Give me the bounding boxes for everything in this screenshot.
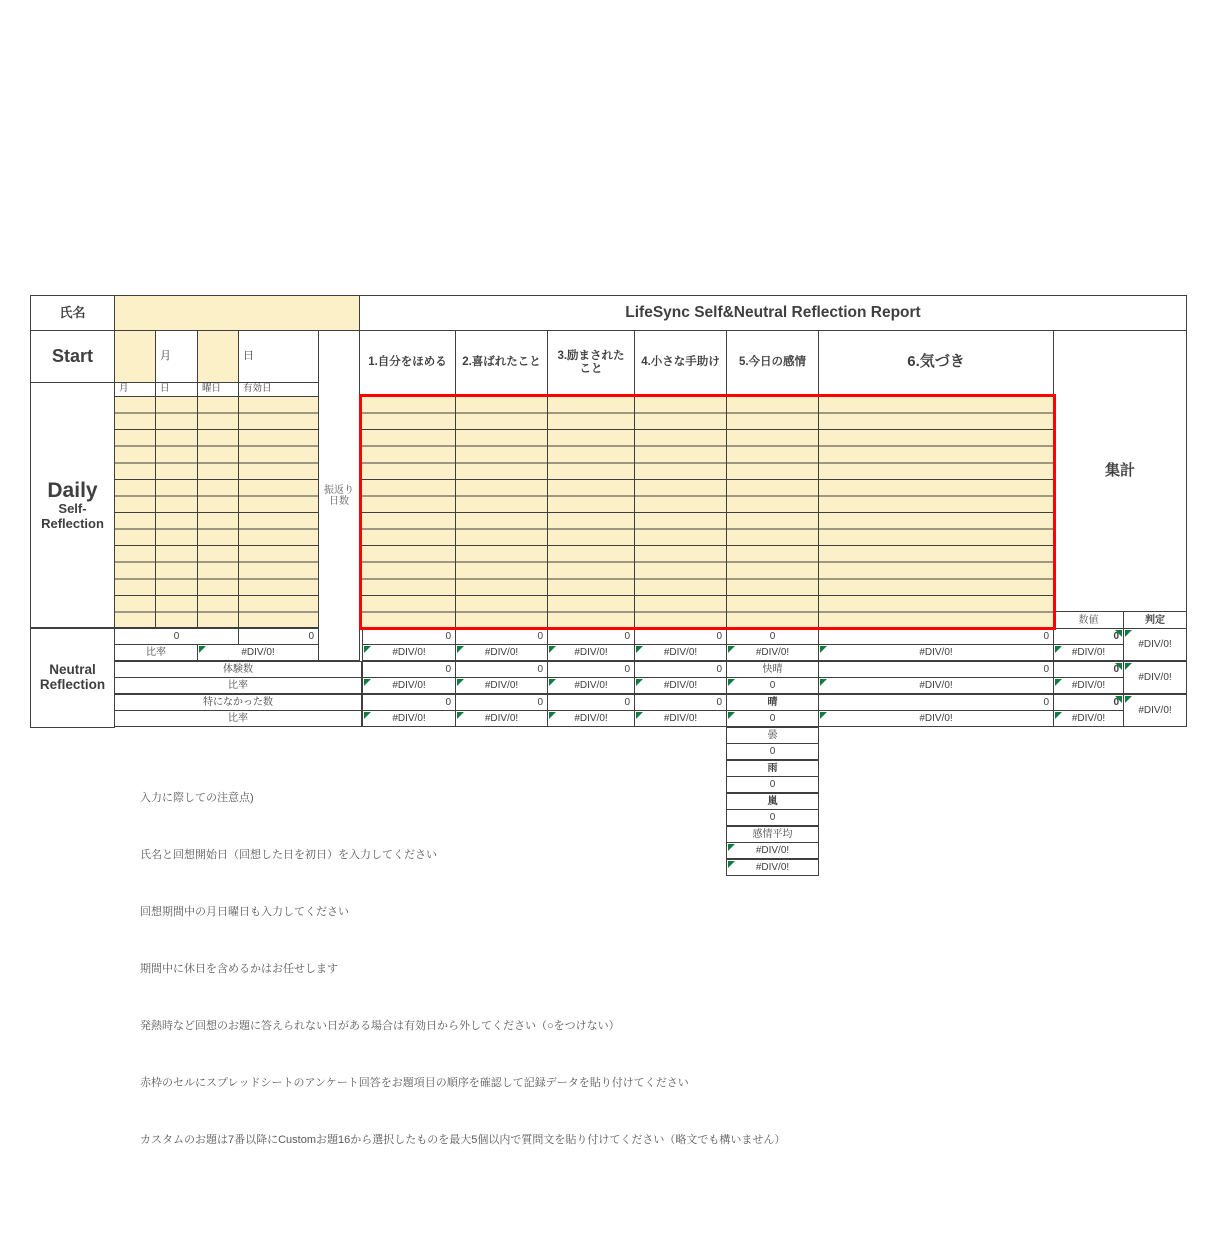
- question-header-1: 1.自分をほめる: [359, 330, 456, 395]
- judge-column-header: 判定: [1123, 611, 1187, 629]
- none-count-label: 特になかった数: [114, 694, 362, 711]
- emotion-average-1: #DIV/0!: [726, 842, 819, 859]
- emotion-average-2: #DIV/0!: [726, 859, 819, 876]
- emotion-rain: 雨: [726, 760, 819, 777]
- question-header-6: 6.気づき: [818, 330, 1054, 395]
- none-num: 0: [1053, 694, 1124, 711]
- grid-line: [155, 396, 156, 628]
- question-header-5: 5.今日の感情: [726, 330, 819, 395]
- judge-total-cell: #DIV/0!: [1123, 628, 1187, 661]
- experience-ratio-num: #DIV/0!: [1053, 677, 1124, 694]
- question-header-3: 3.励まされたこと: [547, 330, 635, 395]
- none-ratio-q3: #DIV/0!: [547, 710, 635, 727]
- none-q1: 0: [362, 694, 456, 711]
- note-line: 回想期間中の月日曜日も入力してください: [140, 906, 349, 918]
- experience-q6: 0: [818, 661, 1054, 678]
- emotion-sunny-clear: 快晴: [726, 661, 819, 678]
- none-ratio-q1: #DIV/0!: [362, 710, 456, 727]
- total-ratio-q1: #DIV/0!: [362, 644, 456, 661]
- note-line: カスタムのお題は7番以降にCustomお題16から選択したものを最大5個以内で質問文を貼り付けてください（略文でも構いません）: [140, 1134, 786, 1146]
- none-ratio-num: #DIV/0!: [1053, 710, 1124, 727]
- grid-line: [197, 396, 198, 628]
- judge-none-cell: #DIV/0!: [1123, 694, 1187, 727]
- none-ratio-q6: #DIV/0!: [818, 710, 1054, 727]
- start-month-suffix: 月: [155, 330, 198, 383]
- report-title: LifeSync Self&Neutral Reflection Report: [359, 295, 1187, 331]
- experience-count-label: 体験数: [114, 661, 362, 678]
- total-q6-cell: 0: [818, 628, 1054, 645]
- experience-ratio-q5: 0: [726, 677, 819, 694]
- experience-q3: 0: [547, 661, 635, 678]
- name-label: 氏名: [30, 295, 115, 331]
- neutral-label-2: Reflection: [39, 677, 106, 692]
- total-q5-cell: 0: [726, 628, 819, 645]
- experience-ratio-label: 比率: [114, 677, 362, 694]
- experience-q2: 0: [455, 661, 548, 678]
- note-line: 発熱時など回想のお題に答えられない日がある場合は有効日から外してください（○をつけない）: [140, 1020, 620, 1032]
- note-line: 氏名と回想開始日（回想した日を初日）を入力してください: [140, 849, 437, 861]
- subheader-weekday: 曜日: [197, 382, 239, 397]
- total-num-cell: 0: [1053, 628, 1124, 645]
- experience-q4: 0: [634, 661, 727, 678]
- total-ratio-q2: #DIV/0!: [455, 644, 548, 661]
- value-column-header: 数値: [1053, 611, 1124, 629]
- note-line: 期間中に休日を含めるかはお任せします: [140, 963, 338, 975]
- total-ratio-q6: #DIV/0!: [818, 644, 1054, 661]
- neutral-label-1: Neutral: [49, 662, 96, 678]
- input-notes: [140, 751, 785, 1188]
- question-header-2: 2.喜ばれたこと: [455, 330, 548, 395]
- total-dates-cell: 0: [114, 628, 239, 645]
- experience-ratio-q6: #DIV/0!: [818, 677, 1054, 694]
- note-line: 赤枠のセルにスプレッドシートのアンケート回答をお題項目の順序を確認して記録データを貼り付けてください: [140, 1077, 689, 1089]
- start-label: Start: [30, 330, 115, 383]
- subheader-validday: 有効日: [238, 382, 319, 397]
- start-day-suffix: 日: [238, 330, 319, 383]
- subheader-day: 日: [155, 382, 198, 397]
- daily-section-label: [30, 382, 115, 628]
- none-q3: 0: [547, 694, 635, 711]
- review-days-cell: [318, 330, 360, 661]
- emotion-sunny: 晴: [726, 694, 819, 711]
- daily-label-3: Reflection: [41, 515, 104, 531]
- total-q2-cell: 0: [455, 628, 548, 645]
- daily-date-grid[interactable]: [114, 396, 319, 628]
- experience-num: 0: [1053, 661, 1124, 678]
- experience-ratio-q1: #DIV/0!: [362, 677, 456, 694]
- total-ratio-valid: #DIV/0!: [197, 644, 319, 661]
- none-q2: 0: [455, 694, 548, 711]
- total-ratio-num: #DIV/0!: [1053, 644, 1124, 661]
- question-header-4: 4.小さな手助け: [634, 330, 727, 395]
- start-month-input-cell[interactable]: [114, 330, 156, 383]
- none-ratio-label: 比率: [114, 710, 362, 727]
- total-ratio-q5: #DIV/0!: [726, 644, 819, 661]
- judge-experience-cell: #DIV/0!: [1123, 661, 1187, 694]
- daily-label-2: Self-: [58, 501, 87, 517]
- aggregate-label-cell: 集計: [1053, 330, 1187, 612]
- experience-ratio-q3: #DIV/0!: [547, 677, 635, 694]
- total-q3-cell: 0: [547, 628, 635, 645]
- total-q1-cell: 0: [362, 628, 456, 645]
- none-ratio-q4: #DIV/0!: [634, 710, 727, 727]
- note-line: 入力に際しての注意点): [140, 792, 254, 804]
- paste-area-red-border: [359, 394, 1056, 630]
- total-q4-cell: 0: [634, 628, 727, 645]
- total-ratio-label: 比率: [114, 644, 198, 661]
- review-days-label-1: 振返り: [324, 484, 354, 496]
- emotion-storm: 嵐: [726, 793, 819, 810]
- none-ratio-q2: #DIV/0!: [455, 710, 548, 727]
- experience-q1: 0: [362, 661, 456, 678]
- subheader-month: 月: [114, 382, 156, 397]
- grid-line: [238, 396, 239, 628]
- emotion-rain-count: 0: [726, 776, 819, 793]
- total-validdays-cell: 0: [238, 628, 319, 645]
- emotion-cloudy-count: 0: [726, 743, 819, 760]
- experience-ratio-q4: #DIV/0!: [634, 677, 727, 694]
- none-ratio-q5: 0: [726, 710, 819, 727]
- none-q6: 0: [818, 694, 1054, 711]
- experience-ratio-q2: #DIV/0!: [455, 677, 548, 694]
- emotion-storm-count: 0: [726, 809, 819, 826]
- neutral-section-label: [30, 628, 115, 728]
- emotion-cloudy: 曇: [726, 727, 819, 744]
- review-days-label-2: 日数: [329, 495, 349, 507]
- total-ratio-q4: #DIV/0!: [634, 644, 727, 661]
- emotion-average-label: 感情平均: [726, 826, 819, 843]
- total-ratio-q3: #DIV/0!: [547, 644, 635, 661]
- none-q4: 0: [634, 694, 727, 711]
- name-input-cell[interactable]: [114, 295, 360, 331]
- daily-label-1: Daily: [47, 479, 98, 503]
- start-day-input-cell[interactable]: [197, 330, 239, 383]
